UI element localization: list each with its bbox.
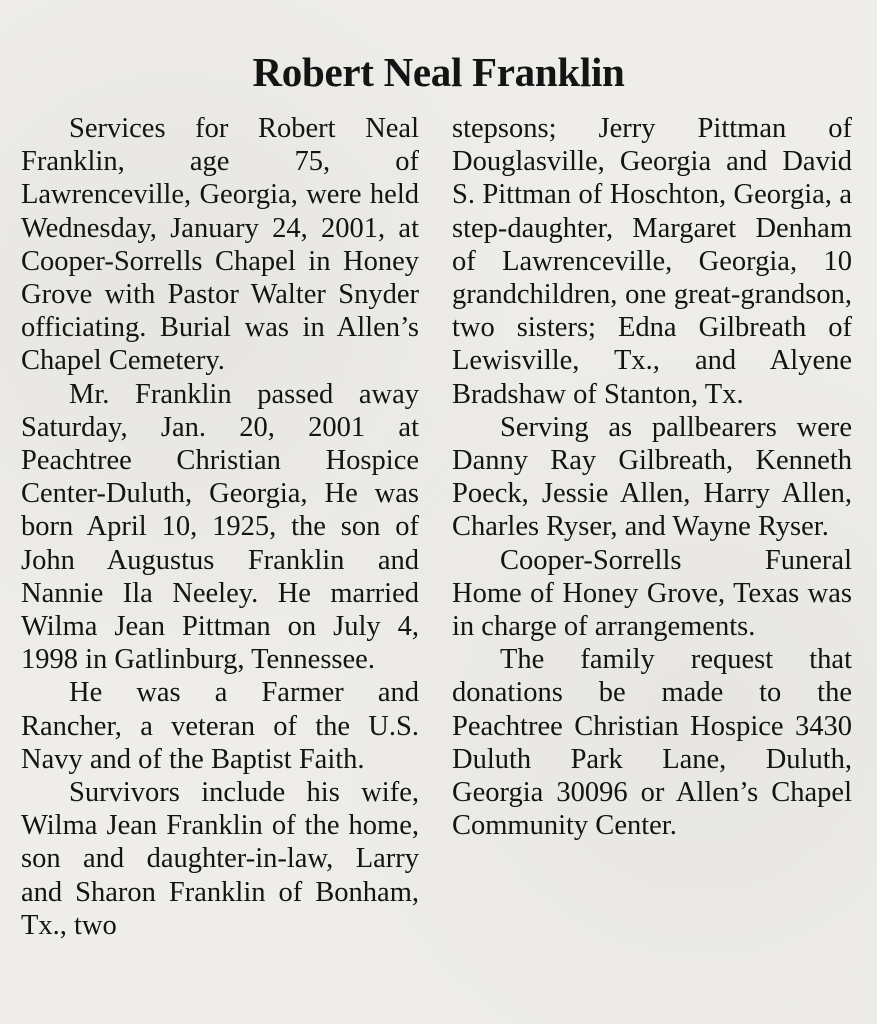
survivors-paragraph: Survivors include his wife, Wilma Jean Franklin of the home, son and daughter-in-law, Larry and Sharon Franklin of Bonham, Tx., two <box>21 777 419 941</box>
pallbearers-paragraph: Serving as pallbearers were Danny Ray Gilbreath, Kenneth Poeck, Jessie Allen, Harry Allen, Charles Ryser, and Wayne Ryser. <box>452 411 852 543</box>
services-paragraph: Services for Robert Neal Franklin, age 75, of Lawrenceville, Georgia, were held Wednesday, January 24, 2001, at Cooper-Sorrells Chapel in Honey Grove with Pastor Walter Snyder officiating. Burial was in Allen’s Chapel Cemetery. <box>21 113 419 377</box>
obituary-title: Robert Neal Franklin <box>252 49 625 95</box>
survivors-continued-paragraph: stepsons; Jerry Pittman of Douglasville, Georgia and David S. Pittman of Hoschton, Georgia, a step-daughter, Margaret Denham of Lawrenceville, Georgia, 10 grandchildren, one great-grandson, two sisters; Edna Gilbreath of Lewisville, Tx., and Alyene Bradshaw of Stanton, Tx. <box>452 113 852 410</box>
passing-paragraph: Mr. Franklin passed away Saturday, Jan. 20, 2001 at Peachtree Christian Hospice Center-Duluth, Georgia, He was born April 10, 1925, the son of John Augustus Franklin and Nannie Ila Neeley. He married Wilma Jean Pittman on July 4, 1998 in Gatlinburg, Tennessee. <box>21 378 419 676</box>
occupation-paragraph: He was a Farmer and Rancher, a veteran of the U.S. Navy and of the Baptist Faith. <box>21 677 419 775</box>
donations-paragraph: The family request that donations be made to the Peachtree Christian Hospice 3430 Duluth Park Lane, Duluth, Georgia 30096 or Allen’s Chapel Community Center. <box>452 644 852 842</box>
left-column <box>21 112 419 942</box>
arrangements-paragraph: Cooper-Sorrells Funeral Home of Honey Grove, Texas was in charge of arrangements. <box>452 544 852 643</box>
right-column <box>452 112 852 842</box>
